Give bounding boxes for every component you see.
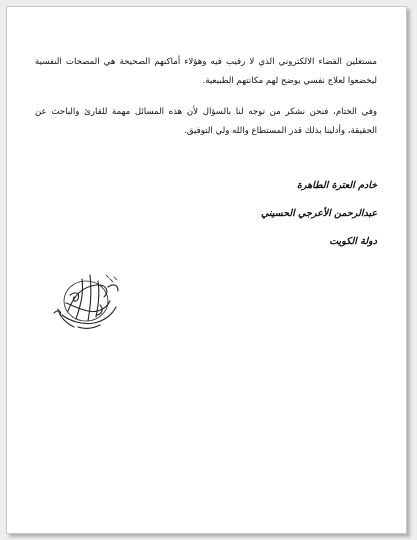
signature-country: دولة الكويت <box>329 236 377 247</box>
signature-name: عبدالرحمن الأعرجي الحسيني <box>260 208 377 219</box>
paragraph-1: مستغلين الفضاء الالكتروني الذي لا رقيب فيه وهؤلاء أماكنهم الصحيحة هي المصحات النفسية ليخضعوا لعلاج نفسي يوضح لهم مكانتهم الطبيعية. <box>35 57 377 86</box>
calligraphic-seal-icon <box>48 265 128 335</box>
document-page <box>6 6 407 534</box>
paragraph-2: وفي الختام، فنحن نشكر من توجه لنا بالسؤال لأن هذه المسائل مهمة للقارئ والباحث عن الحقيقة، وأدلينا بذلك قدر المستطاع والله ولي التوفيق. <box>35 107 377 136</box>
signature-title: خادم العترة الطاهرة <box>296 180 377 191</box>
